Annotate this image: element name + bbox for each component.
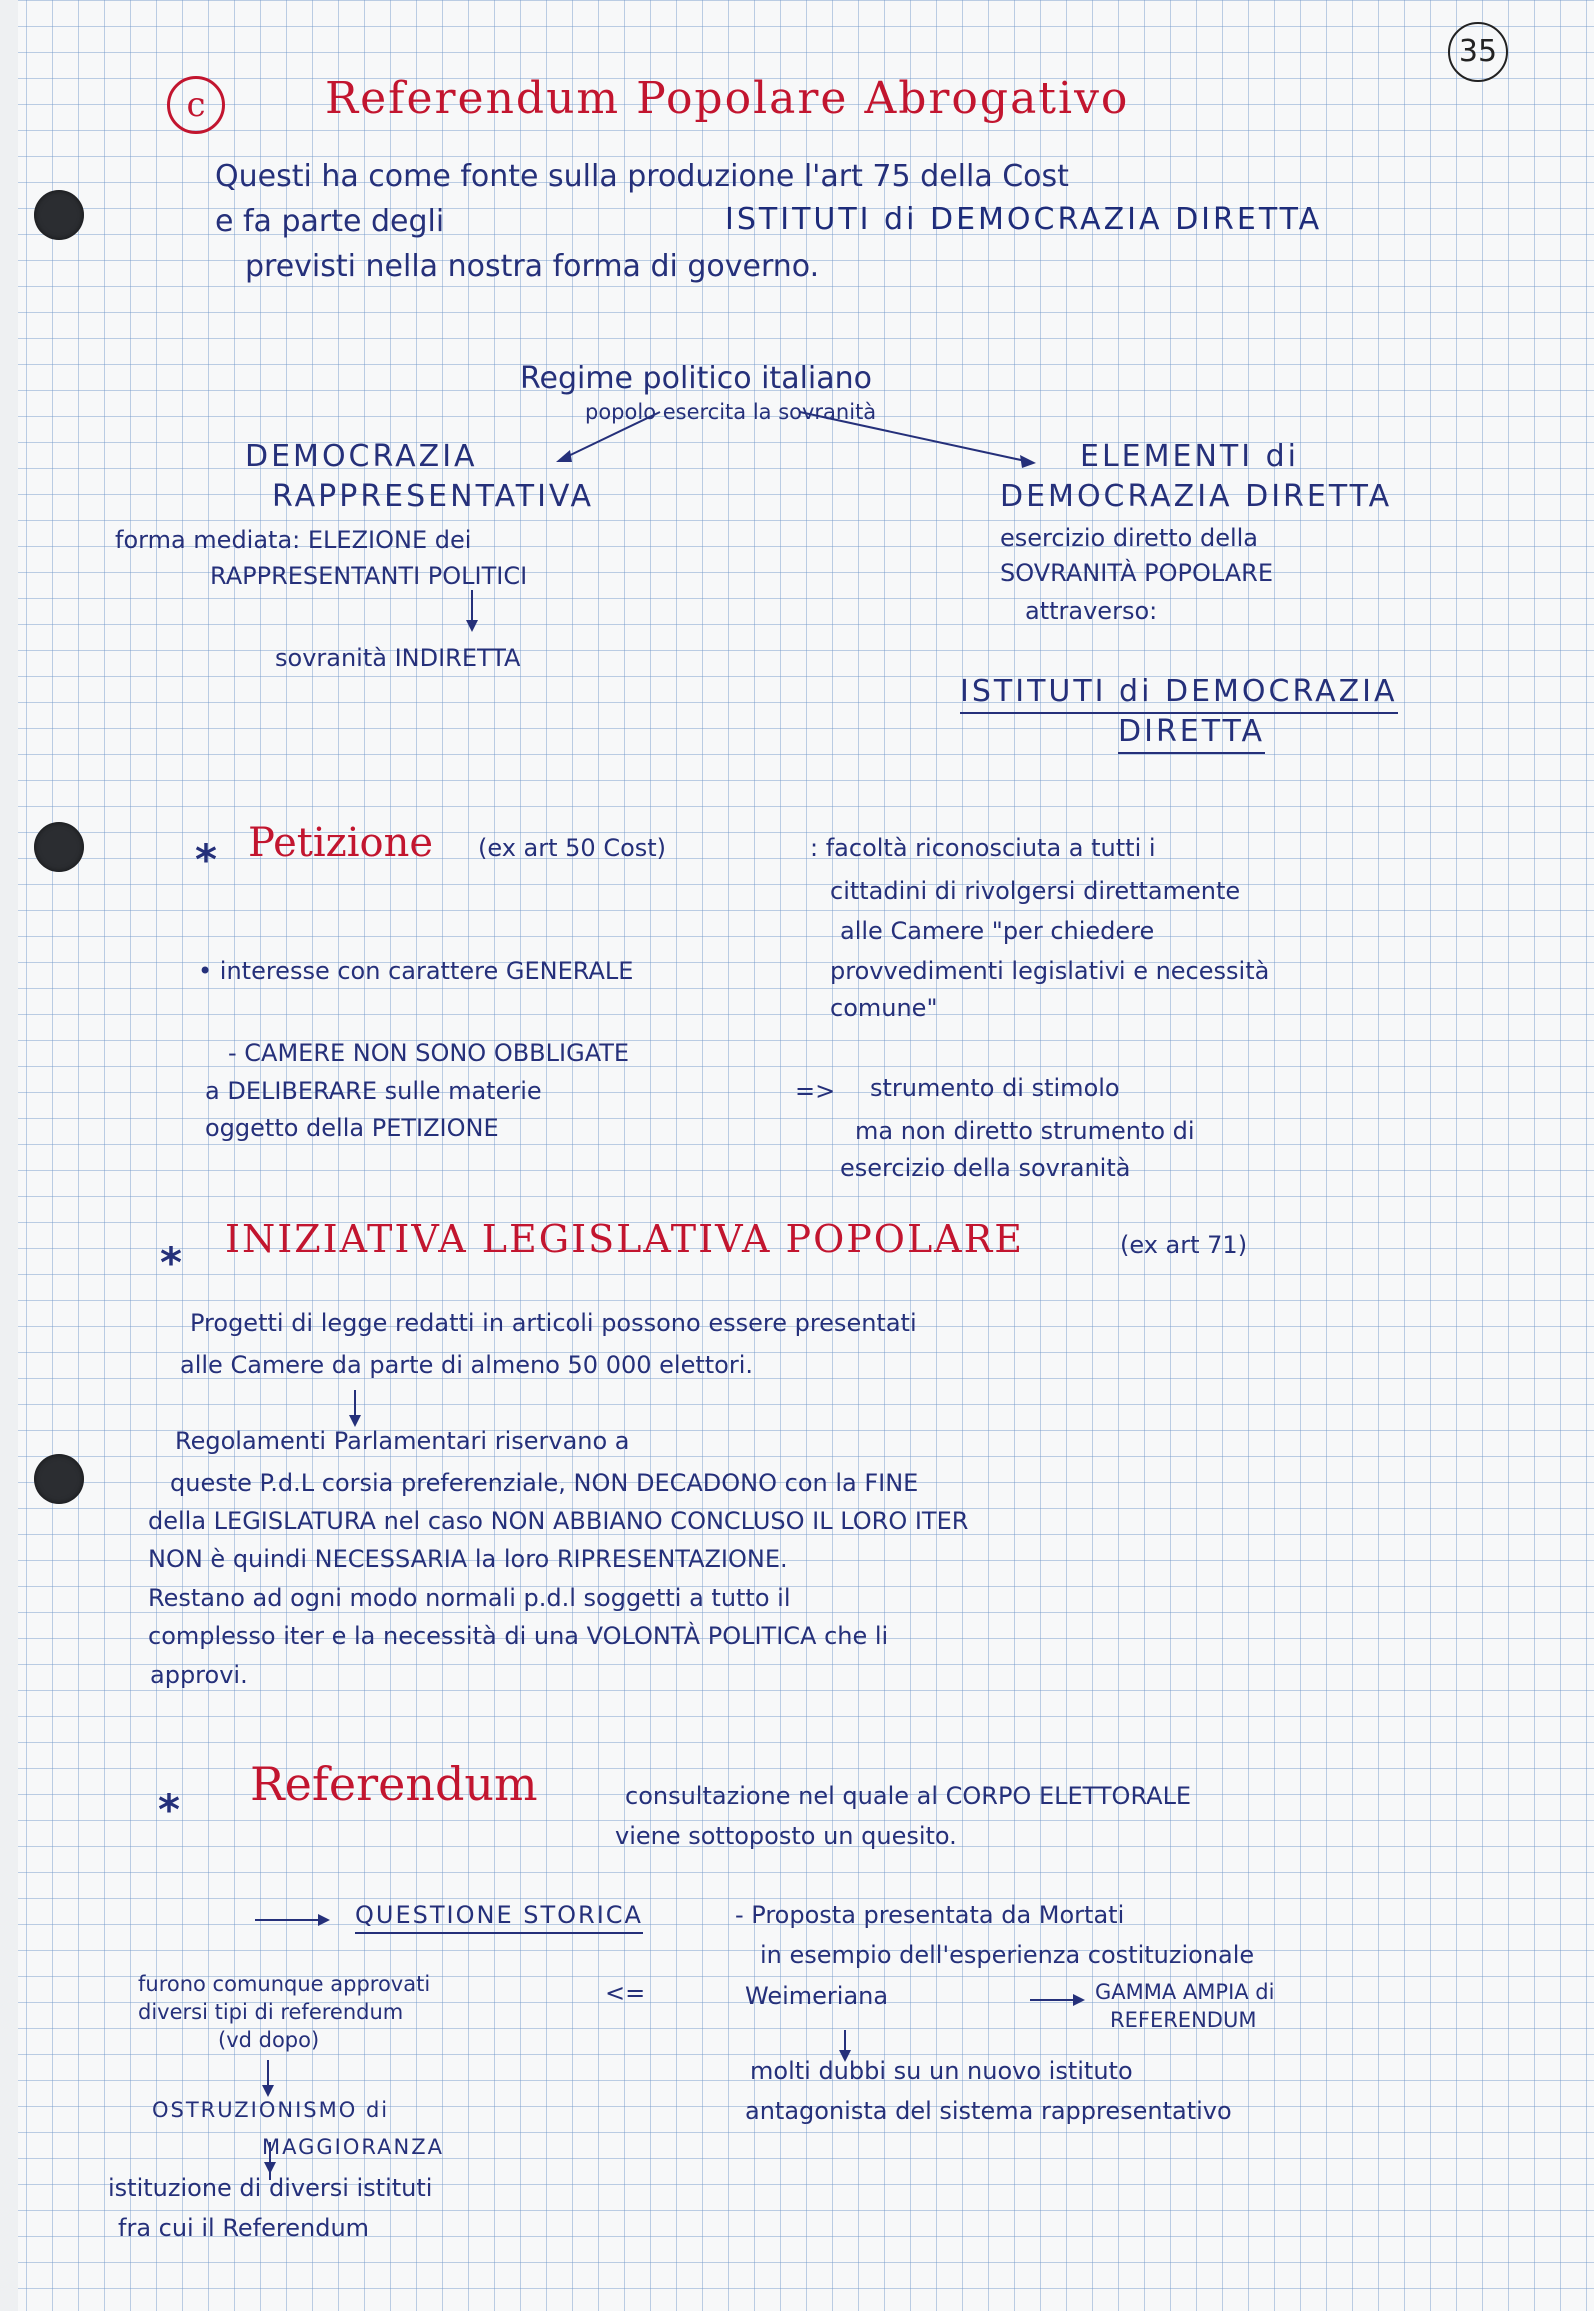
right-branch-title-2: DEMOCRAZIA DIRETTA (1000, 479, 1393, 514)
iniziativa-heading: INIZIATIVA LEGISLATIVA POPOLARE (225, 1217, 1024, 1261)
right-branch-result-1: ISTITUTI di DEMOCRAZIA (960, 675, 1398, 714)
approvati-line-3: (vd dopo) (218, 2028, 320, 2052)
intro-line-2: e fa parte degli (215, 204, 445, 239)
left-branch-title-2: RAPPRESENTATIVA (272, 479, 595, 514)
istituzione-line-2: fra cui il Referendum (118, 2214, 370, 2242)
petizione-arrow: => (795, 1077, 836, 1105)
petizione-def-1: : facoltà riconosciuta a tutti i (810, 834, 1156, 862)
iniziativa-ref: (ex art 71) (1120, 1231, 1248, 1259)
referendum-heading: Referendum (250, 1757, 538, 1811)
petizione-heading: Petizione (248, 820, 434, 866)
petizione-note-2-2: a DELIBERARE sulle materie (205, 1077, 542, 1105)
iniziativa-text-6: NON è quindi NECESSARIA la loro RIPRESENTAZIONE. (148, 1545, 788, 1573)
istituzione-line-1: istituzione di diversi istituti (108, 2174, 433, 2202)
petizione-def-5: comune" (830, 994, 938, 1022)
petizione-def-3: alle Camere "per chiedere (840, 917, 1155, 945)
iniziativa-text-9: approvi. (150, 1661, 248, 1689)
intro-highlight: ISTITUTI di DEMOCRAZIA DIRETTA (725, 202, 1323, 237)
ostruzionismo-line-1: OSTRUZIONISMO di (152, 2098, 390, 2122)
dubbi-line-1: molti dubbi su un nuovo istituto (750, 2057, 1133, 2085)
dubbi-line-2: antagonista del sistema rappresentativo (745, 2097, 1232, 2125)
gamma-line-2: REFERENDUM (1110, 2008, 1257, 2032)
iniziativa-text-8: complesso iter e la necessità di una VOLONTÀ POLITICA che li (148, 1622, 889, 1650)
intro-line-1: Questi ha come fonte sulla produzione l'art 75 della Cost (215, 159, 1069, 194)
proposta-line-3: Weimeriana (745, 1982, 889, 2010)
referendum-def-1: consultazione nel quale al CORPO ELETTORALE (625, 1782, 1192, 1810)
petizione-conclusion-2: ma non diretto strumento di (855, 1117, 1195, 1145)
approvati-line-2: diversi tipi di referendum (138, 2000, 404, 2024)
proposta-line-2: in esempio dell'esperienza costituzionale (760, 1941, 1255, 1969)
right-branch-desc-3: attraverso: (1025, 597, 1158, 625)
petizione-note-2-3: oggetto della PETIZIONE (205, 1114, 499, 1142)
section-marker: c (167, 76, 225, 134)
right-branch-title-1: ELEMENTI di (1080, 439, 1299, 474)
intro-line-3: previsti nella nostra forma di governo. (245, 249, 820, 284)
petizione-conclusion-1: strumento di stimolo (870, 1074, 1120, 1102)
left-branch-desc-1: forma mediata: ELEZIONE dei (115, 526, 472, 554)
approvati-line-1: furono comunque approvati (138, 1972, 431, 1996)
page-title: Referendum Popolare Abrogativo (325, 73, 1130, 124)
petizione-conclusion-3: esercizio della sovranità (840, 1154, 1131, 1182)
petizione-def-4: provvedimenti legislativi e necessità (830, 957, 1270, 985)
iniziativa-text-3: Regolamenti Parlamentari riservano a (175, 1427, 630, 1455)
questione-storica: QUESTIONE STORICA (355, 1902, 643, 1934)
gamma-line-1: GAMMA AMPIA di (1095, 1980, 1275, 2004)
referendum-arrow-left: <= (605, 1979, 646, 2007)
left-branch-title-1: DEMOCRAZIA (245, 439, 478, 474)
petizione-note-1: • interesse con carattere GENERALE (198, 957, 634, 985)
iniziativa-text-7: Restano ad ogni modo normali p.d.l soggetti a tutto il (148, 1584, 791, 1612)
diagram-root-sub: popolo esercita la sovranità (585, 400, 877, 424)
iniziativa-text-2: alle Camere da parte di almeno 50 000 elettori. (180, 1351, 754, 1379)
bullet-star: * (195, 835, 217, 884)
referendum-def-2: viene sottoposto un quesito. (615, 1822, 957, 1850)
ostruzionismo-line-2: MAGGIORANZA (262, 2135, 444, 2159)
left-branch-result: sovranità INDIRETTA (275, 644, 521, 672)
petizione-note-2-1: - CAMERE NON SONO OBBLIGATE (228, 1039, 630, 1067)
iniziativa-text-4: queste P.d.L corsia preferenziale, NON DECADONO con la FINE (170, 1469, 919, 1497)
right-branch-desc-2: SOVRANITÀ POPOLARE (1000, 559, 1274, 587)
diagram-root: Regime politico italiano (520, 361, 873, 396)
right-branch-result-2: DIRETTA (1118, 715, 1265, 754)
petizione-ref: (ex art 50 Cost) (478, 834, 667, 862)
page-number: 35 (1448, 22, 1508, 82)
petizione-def-2: cittadini di rivolgersi direttamente (830, 877, 1241, 905)
left-branch-desc-2: RAPPRESENTANTI POLITICI (210, 562, 528, 590)
bullet-star: * (160, 1238, 182, 1287)
bullet-star: * (158, 1785, 180, 1834)
proposta-line-1: - Proposta presentata da Mortati (735, 1901, 1125, 1929)
iniziativa-text-5: della LEGISLATURA nel caso NON ABBIANO CONCLUSO IL LORO ITER (148, 1507, 969, 1535)
right-branch-desc-1: esercizio diretto della (1000, 524, 1258, 552)
iniziativa-text-1: Progetti di legge redatti in articoli possono essere presentati (190, 1309, 917, 1337)
